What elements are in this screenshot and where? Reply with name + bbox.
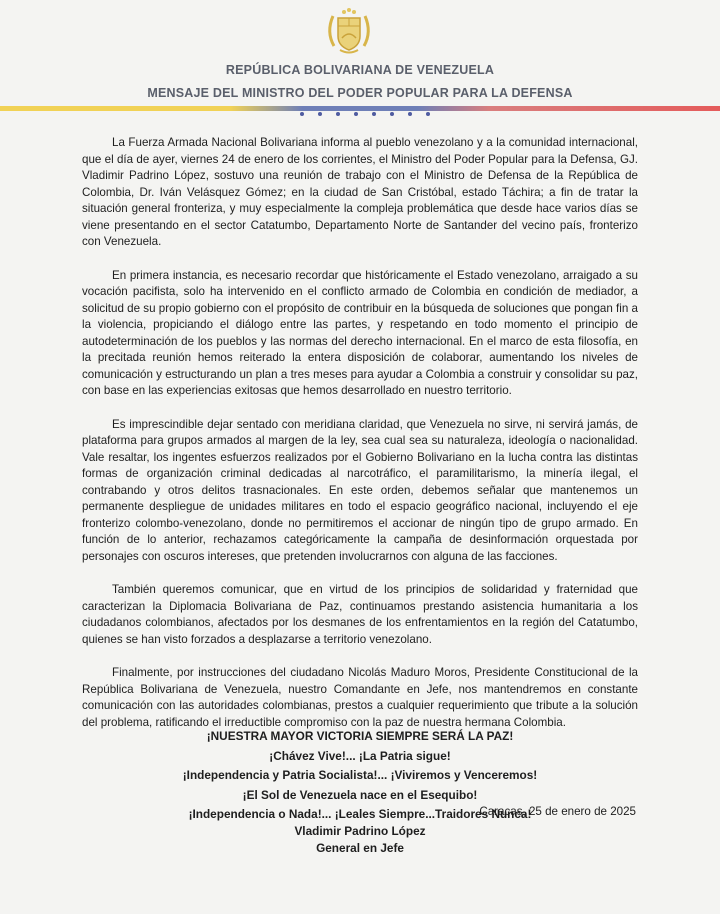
star-icon <box>300 112 304 116</box>
signatory-name: Vladimir Padrino López <box>294 824 426 838</box>
paragraph: También queremos comunicar, que en virtud de los principios de solidaridad y fraternidad que caracterizan la Diplomacia Bolivariana de Paz, continuamos prestando asistencia humanitaria a los ciudadanos colombianos, afectados por los desmanes de los enfrentamientos en la región del Catatumbo, quienes se han visto forzados a desplazarse a territorio venezolano. <box>82 583 638 646</box>
star-icon <box>408 112 412 116</box>
paragraph: En primera instancia, es necesario recordar que históricamente el Estado venezolano, arraigado a su vocación pacifista, solo ha intervenido en el conflicto armado de Colombia en condición de mediador, a solicitud de su propio gobierno con el propósito de contribuir en la búsqueda de soluciones que pongan fin a la violencia, propiciando el diálogo entre las partes, y respetando en todo momento el principio de autodeterminación de los pueblos y las normas del derecho internacional. En el marco de esta filosofía, en la precitada reunión hemos reiterado la entera disposición de colaborar, aumentando los niveles de comunicación y estructurando un plan a tres meses para ayudar a Colombia a construir y consolidar su paz, con base en las experiencias exitosas que hemos desarrollado en nuestro territorio. <box>82 268 638 397</box>
paragraph: Es imprescindible dejar sentado con meridiana claridad, que Venezuela no sirve, ni servirá jamás, de plataforma para grupos armados al margen de la ley, sea cual sea su naturaleza, ideología o nacionalidad. Vale resaltar, los ingentes esfuerzos realizados por el Gobierno Bolivariano en la lucha contra las distintas formas de organización criminal dedicadas al narcotráfico, el paramilitarismo, la minería ilegal, el contrabando y otros delitos trasnacionales. En este orden, debemos señalar que mantenemos un permanente despliegue de unidades militares en todo el espacio geográfico nacional, incluyendo el eje fronterizo colombo-venezolano, donde no permitiremos el accionar de ningún tipo de grupo armado. En función de lo anterior, rechazamos categóricamente la campaña de desinformación orquestada por personajes con oscuros intereses, que pretenden involucrarnos con alguna de las facciones. <box>82 417 638 563</box>
star-icon <box>336 112 340 116</box>
star-icon <box>354 112 358 116</box>
slogan: ¡Chávez Vive!... ¡La Patria sigue! <box>269 748 451 763</box>
star-icon <box>318 112 322 116</box>
coat-of-arms-icon <box>324 6 374 56</box>
paragraph: La Fuerza Armada Nacional Bolivariana informa al pueblo venezolano y a la comunidad internacional, que el día de ayer, viernes 24 de enero de los corrientes, el Ministro del Poder Popular para la Defensa, GJ. Vladimir Padrino López, sostuvo una reunión de trabajo con el Ministro de Defensa de la República de Colombia, Dr. Iván Velásquez Gómez; en la ciudad de San Cristóbal, estado Táchira; a fin de tratar la situación general fronteriza, y muy especialmente la compleja problemática que desde hace varios días se viene presentando en el sector Catatumbo, Departamento Norte de Santander del vecino país, fronterizo con Venezuela. <box>82 136 638 248</box>
star-icon <box>426 112 430 116</box>
message-title: MENSAJE DEL MINISTRO DEL PODER POPULAR PARA LA DEFENSA <box>147 86 573 100</box>
slogan: ¡NUESTRA MAYOR VICTORIA SIEMPRE SERÁ LA PAZ! <box>206 729 514 743</box>
signatory-rank: General en Jefe <box>316 841 404 855</box>
star-icon <box>390 112 394 116</box>
paragraph: Finalmente, por instrucciones del ciudadano Nicolás Maduro Moros, Presidente Constitucional de la República Bolivariana de Venezuela, nuestro Comandante en Jefe, nos mantendremos en constante comunicación con las autoridades colombianas, prestos a cualquier requerimiento que tribute a la solución del problema, ratificando el irreductible compromiso con la paz de nuestra hermana Colombia. <box>82 666 638 729</box>
republic-heading: REPÚBLICA BOLIVARIANA DE VENEZUELA <box>225 63 495 77</box>
slogan: ¡El Sol de Venezuela nace en el Esequibo! <box>242 787 478 802</box>
slogan: ¡Independencia o Nada!... ¡Leales Siempre...Traidores Nunca! <box>188 807 532 821</box>
star-icon <box>372 112 376 116</box>
slogan: ¡Independencia y Patria Socialista!... ¡Viviremos y Venceremos! <box>182 768 538 782</box>
message-body <box>82 135 638 748</box>
place-date: Caracas, 25 de enero de 2025 <box>479 805 636 818</box>
flag-stars <box>300 111 430 117</box>
